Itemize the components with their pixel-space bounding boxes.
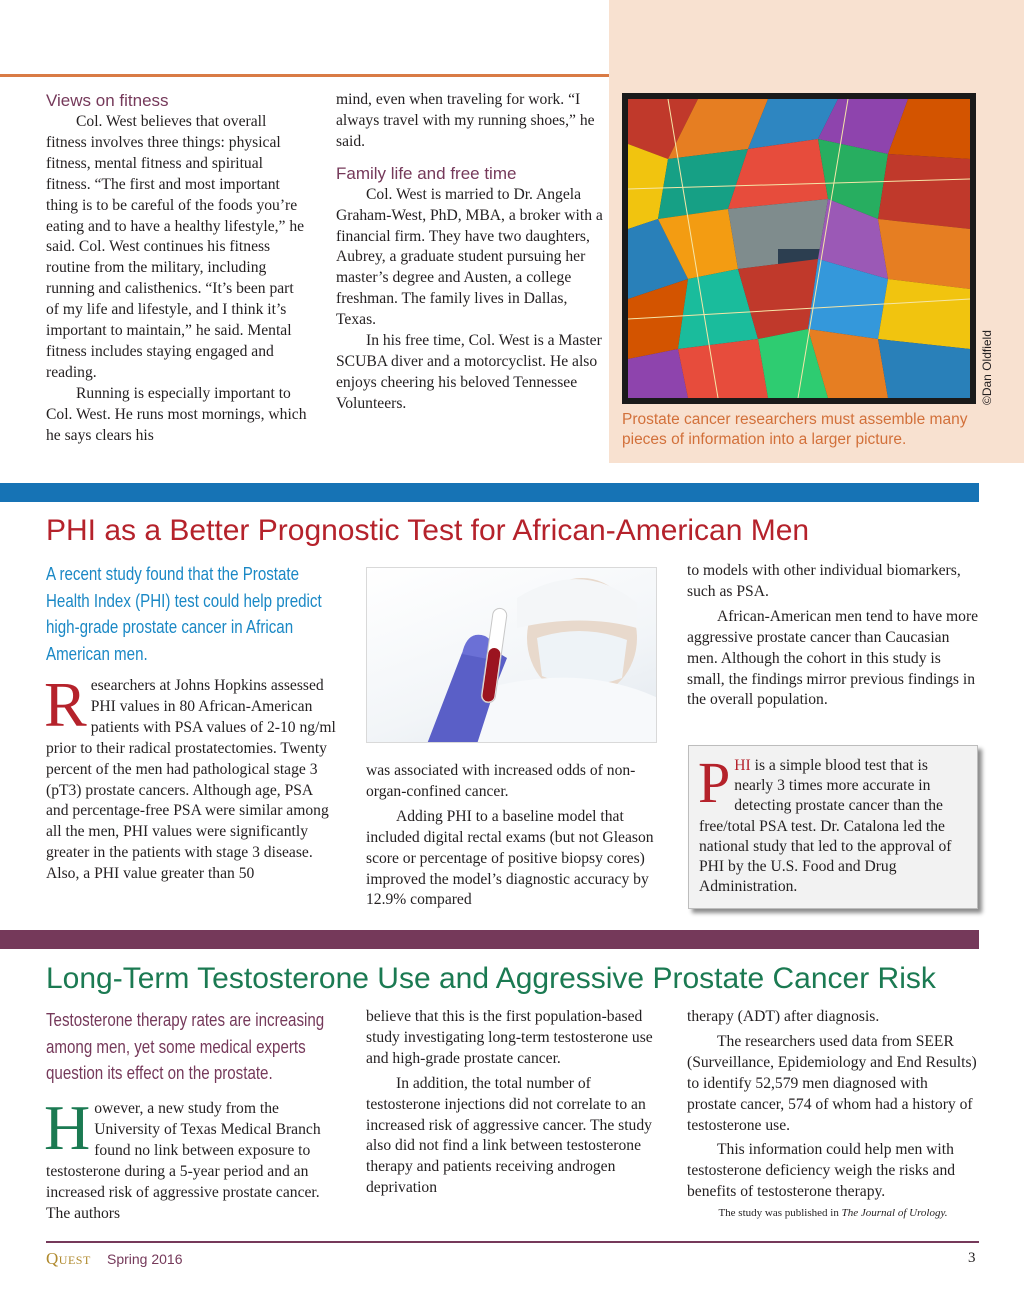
phi-column-2 xyxy=(366,761,656,911)
testo-dropcap: H xyxy=(44,1092,91,1163)
phi-title: PHI as a Better Prognostic Test for African-American Men xyxy=(46,514,810,547)
phi-paragraph: African-American men tend to have more aggressive prostate cancer than Caucasian men. Although the cohort in this study is small, the findings mirror previous findings in the overall population. xyxy=(687,607,979,709)
page-number: 3 xyxy=(968,1250,976,1266)
testo-deck: Testosterone therapy rates are increasing among men, yet some medical experts question its effect on the prostate. xyxy=(46,1010,325,1084)
quilt-caption: Prostate cancer researchers must assemble many pieces of information into a larger picture. xyxy=(622,411,968,448)
testo-column-2 xyxy=(366,1007,658,1199)
testo-paragraph: However, a new study from the University of Texas Medical Branch found no link between exposure to testosterone during a 5-year period and an increased risk of aggressive prostate cancer. The authors xyxy=(44,1092,321,1222)
fitness-paragraph: Col. West believes that overall fitness involves three things: physical fitness, mental fitness and spiritual fitness. “The first and most important thing is to be careful of the foods you’re eating and to have a healthy lifestyle,” he said. Col. West continues his fitness routine from the military, including running and calisthenics. “It’s been part of my life and lifestyle, and I think it’s important to maintain,” he said. Mental fitness includes staying engaged and reading. xyxy=(46,113,305,381)
testo-paragraph: In addition, the total number of testosterone injections did not correlate to an increased risk of aggressive cancer. The study also did not find a link between testosterone therapy and patients receiving androgen deprivation xyxy=(366,1074,652,1197)
testo-column-3 xyxy=(687,1007,979,1221)
phi-column-1 xyxy=(44,669,338,885)
phi-callout-box xyxy=(688,745,978,909)
family-column xyxy=(336,90,606,415)
phi-callout-dropcap: P xyxy=(698,750,731,815)
phi-dropcap: R xyxy=(44,669,87,740)
phi-paragraph: was associated with increased odds of non-organ-confined cancer. xyxy=(366,762,636,800)
fitness-column xyxy=(46,90,308,447)
top-orange-rule xyxy=(0,74,609,77)
testo-section-bar xyxy=(0,930,979,949)
fitness-paragraph-continued: mind, even when traveling for work. “I always travel with my running shoes,” he said. xyxy=(336,91,595,150)
testo-paragraph: The researchers used data from SEER (Surveillance, Epidemiology and End Results) to identify 52,579 men diagnosed with prostate cancer, 574 of whom had a history of testosterone use. xyxy=(687,1032,977,1134)
testo-paragraph: This information could help men with testosterone deficiency weigh the risks and benefits of testosterone therapy. xyxy=(687,1141,956,1201)
testo-paragraph: therapy (ADT) after diagnosis. xyxy=(687,1008,880,1025)
phi-section-bar xyxy=(0,483,979,502)
fitness-paragraph: Running is especially important to Col. West. He runs most mornings, which he says clears his xyxy=(46,384,307,444)
testo-source-note: The study was published in The Journal of Urology. xyxy=(718,1207,948,1220)
phi-deck: A recent study found that the Prostate Health Index (PHI) test could help predict high-grade prostate cancer in African American men. xyxy=(46,564,322,664)
testo-column-1 xyxy=(44,1092,338,1224)
fitness-heading: Views on fitness xyxy=(46,91,169,110)
phi-paragraph: Researchers at Johns Hopkins assessed PHI values in 80 African-American patients with PSA values of 2-10 ng/ml prior to their radical prostatectomies. Twenty percent of the men had pathological stage 3 (pT3) prostate cancers. Although age, PSA and percentage-free PSA were similar among all the men, PHI values were significantly greater in the patients with stage 3 disease. Also, a PHI value greater than 50 xyxy=(44,669,336,883)
family-paragraph: Col. West is married to Dr. Angela Graham-West, PhD, MBA, a broker with a financial firm. They have two daughters, Aubrey, a graduate student pursuing her master’s degree and Austen, a college freshman. The family lives in Dallas, Texas. xyxy=(336,185,603,329)
quilt-image xyxy=(622,93,976,404)
testo-paragraph: believe that this is the first population-based study investigating long-term testosterone use and high-grade prostate cancer. xyxy=(366,1008,653,1067)
footer-rule xyxy=(46,1241,979,1243)
phi-paragraph: to models with other individual biomarkers, such as PSA. xyxy=(687,562,961,600)
family-paragraph: In his free time, Col. West is a Master SCUBA diver and a motorcyclist. He also enjoys cheering his beloved Tennessee Volunteers. xyxy=(336,332,602,412)
photo-credit: ©Dan Oldfield xyxy=(980,330,994,405)
family-heading: Family life and free time xyxy=(336,163,517,183)
footer-brand: Quest xyxy=(46,1249,91,1268)
phi-callout-text: PHI is a simple blood test that is nearly 3 times more accurate in detecting prostate cancer than the free/total PSA test. Dr. Catalona led the national study that led to the approval of PHI by the U.S. Food and Drug Administration. xyxy=(698,750,952,896)
phi-paragraph: Adding PHI to a baseline model that included digital rectal exams (but not Gleason score or percentage of positive biopsy cores) improved the model’s diagnostic accuracy by 12.9% compared xyxy=(366,807,654,909)
lab-photo xyxy=(366,567,657,743)
phi-column-3 xyxy=(687,561,979,711)
footer-issue: Spring 2016 xyxy=(107,1251,183,1267)
testo-title: Long-Term Testosterone Use and Aggressive Prostate Cancer Risk xyxy=(46,962,936,995)
